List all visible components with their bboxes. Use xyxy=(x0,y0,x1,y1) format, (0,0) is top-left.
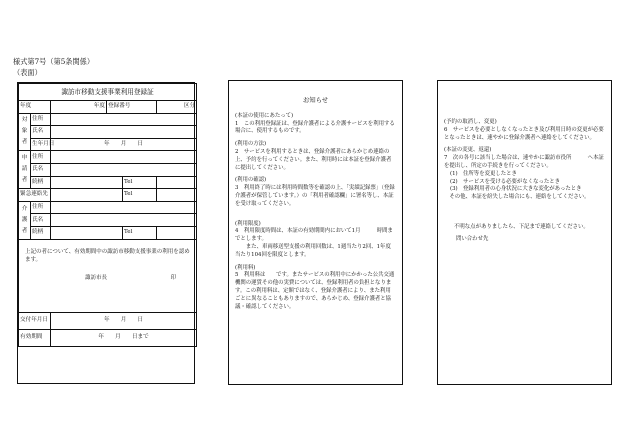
notice-s4-body: 4 利用限度時間は、本証の有効期間内において1月 時間までとします。 また、車両移送型支援の利用回数は、1週当たり2回、1年度当たり104回を限度とします。 xyxy=(235,228,393,258)
year-label: 年度 xyxy=(19,101,51,114)
registration-card xyxy=(17,82,195,384)
applicant-tel-label: Tel xyxy=(123,176,157,189)
notice-title: お知らせ xyxy=(302,96,329,104)
changes-s6-body: 6 サービスを必要としなくなったとき及び利用日時の変更が必要となったときは、速やかに登録介護者へ連絡をしてください。 xyxy=(444,126,604,141)
declaration-text: 上記の者について、有効期間中の諏訪市移動支援事業の利用を認めます。 xyxy=(25,248,190,263)
notice-s2-heading: (利用の方法) xyxy=(235,141,267,148)
contact-label: 問い合わせ先 xyxy=(456,235,489,242)
applicant-address-label: 住所 xyxy=(31,151,51,164)
guardian-name-label: 氏名 xyxy=(31,214,51,227)
target-label: 対象者 xyxy=(19,113,31,151)
changes-s7-heading: (本証の変更、返還) xyxy=(444,147,492,154)
changes-s7-intro: 7 次の各号に該当した場合は、速やかに諏訪市役所 へ本証を提出し、所定の手続きを行ってください。 xyxy=(444,155,604,169)
guardian-tel-label: Tel xyxy=(123,226,157,239)
notice-s3-heading: (利用の確認) xyxy=(235,177,267,184)
valid-period-value: 年 月 日まで xyxy=(51,329,197,346)
year-value: 年度 xyxy=(51,101,107,114)
applicant-name-label: 氏名 xyxy=(31,163,51,176)
target-address-label: 住所 xyxy=(31,113,51,126)
notice-s5-heading: (利用料) xyxy=(235,264,256,271)
inquiry-text: 不明な点がありましたら、下記まで連絡してください。 xyxy=(454,223,589,230)
changes-s7-loss: その他、本証を紛失した場合にも、連絡をしてください。 xyxy=(444,194,590,201)
valid-period-label: 有効期間 xyxy=(19,329,51,346)
issue-date-value: 年 月 日 xyxy=(51,312,197,329)
guardian-address-label: 住所 xyxy=(31,201,51,214)
guardian-label: 介護者 xyxy=(19,201,31,239)
notice-s2-body: 2 サービスを利用するときは、登録介護者にあらかじめ連絡の上、予約を行ってください。また、利用時には本証を登録介護者に提出してください。 xyxy=(235,148,392,171)
dob-label: 生年月日 xyxy=(31,138,51,151)
emergency-tel-label: Tel xyxy=(123,189,157,202)
notice-panel xyxy=(228,80,403,385)
changes-s7-item1: (1) 住所等を変更したとき xyxy=(450,170,517,177)
issue-date-label: 交付年月日 xyxy=(19,312,51,329)
mayor-label: 諏訪市長 xyxy=(85,274,108,281)
reg-no-label: 登録番号 xyxy=(107,101,157,114)
notice-s4-heading: (利用限度) xyxy=(235,220,261,227)
face-label: （表面） xyxy=(13,68,42,77)
changes-s7-item3: (3) 登録利用者の心身状況に大きな変化があったとき xyxy=(450,186,582,193)
notice-s3-body: 3 利用終了時には利用時間数等を確認の上、「実績記録票」（登録介護者が保管しています。）の「利用者確認欄」に署名等し、本証を受け取ってください。 xyxy=(235,185,395,207)
applicant-relation-label: 続柄 xyxy=(31,176,51,189)
dob-value: 年 月 日 xyxy=(51,138,197,151)
target-name-label: 氏名 xyxy=(31,126,51,139)
emergency-label: 緊急連絡先 xyxy=(19,189,51,202)
notice-s1-body: 1 この利用登録証は、登録介護者による介護サービスを利用する場合に、使用するものです。 xyxy=(235,120,395,135)
card-title: 諏訪市移動支援事業利用登録証 xyxy=(19,84,197,101)
form-number: 様式第7号（第5条関係） xyxy=(13,57,95,66)
notice-s5-body: 5 利用料は です。またサービスの利用中にかかった公共交通機関の運賃その他の実費については、登録利用者の負担となります。この利用料は、定額ではなく、登録介護者により、また利用ごとに異なることもありますので、あらかじめ、登録介護者と協議・確認してください。 xyxy=(235,272,395,310)
seal-mark: 印 xyxy=(170,274,177,281)
guardian-relation-label: 続柄 xyxy=(31,226,51,239)
class-label: 区分 xyxy=(157,101,197,114)
changes-s7-item2: (2) サービスを受ける必要がなくなったとき xyxy=(450,178,561,185)
changes-s6-heading: (予約の取消し、変更) xyxy=(444,119,497,125)
changes-panel xyxy=(437,80,612,385)
applicant-label: 申請者 xyxy=(19,151,31,189)
notice-s1-heading: (本証の使用にあたって) xyxy=(235,112,294,119)
